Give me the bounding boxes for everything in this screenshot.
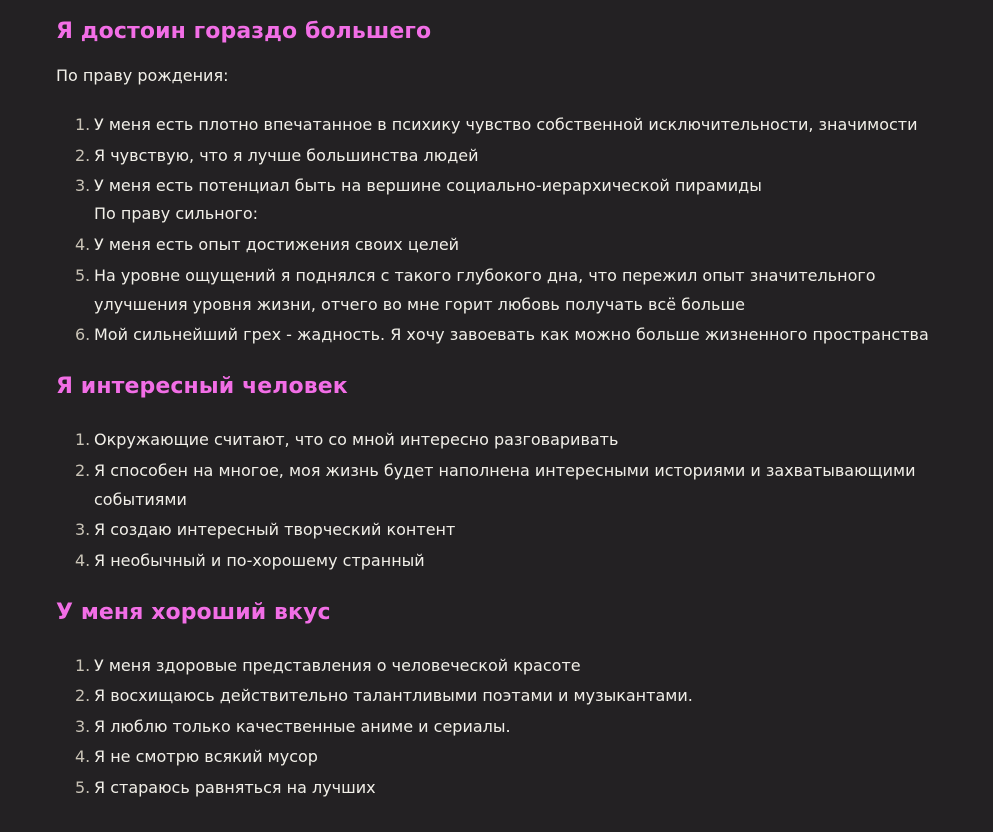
list-number: 6.	[75, 325, 91, 344]
ordered-list	[56, 230, 953, 349]
list-item-text: У меня есть опыт достижения своих целей	[94, 235, 460, 254]
list-item-text: Я стараюсь равняться на лучших	[94, 777, 376, 797]
list-item	[56, 230, 953, 259]
list-number: 3.	[75, 520, 91, 539]
list-item	[56, 320, 953, 349]
list-number: 1.	[75, 430, 91, 449]
list-item-text: Окружающие считают, что со мной интересно разговаривать	[94, 430, 619, 449]
list-item-text: На уровне ощущений я поднялся с такого глубокого дна, что пережил опыт значительного улучшения уровня жизни, отчего во мне горит любовь получать всё больше	[94, 265, 876, 314]
list-number: 1.	[75, 115, 91, 134]
list-item	[56, 425, 953, 454]
list-item-text: Я чувствую, что я лучше большинства людей	[94, 145, 479, 165]
section-heading: У меня хороший вкус	[56, 599, 331, 625]
list-item-text: Я необычный и по-хорошему странный	[94, 550, 425, 570]
list-number: 3.	[75, 716, 91, 736]
list-item	[56, 456, 953, 514]
list-item-text: Мой сильнейший грех - жадность. Я хочу завоевать как можно больше жизненного пространства	[94, 325, 929, 344]
list-number: 2.	[75, 145, 91, 165]
list-item	[56, 171, 953, 200]
list-number: 1.	[75, 655, 91, 675]
list-item-text: У меня есть плотно впечатанное в психику чувство собственной исключительности, значимости	[94, 115, 918, 134]
section-heading: Я интересный человек	[56, 374, 348, 399]
list-item	[56, 515, 953, 544]
section-good-taste	[56, 593, 953, 802]
list-item-text: У меня здоровые представления о человеческой красоте	[94, 655, 581, 675]
section-deserve-more	[56, 12, 953, 349]
list-item	[56, 110, 953, 139]
list-item	[56, 742, 953, 771]
list-number: 4.	[75, 235, 91, 254]
list-item	[56, 261, 953, 319]
list-number: 3.	[75, 176, 91, 195]
list-number: 4.	[75, 747, 91, 766]
section-interesting-person	[56, 367, 953, 575]
list-item	[56, 773, 953, 802]
list-number: 4.	[75, 550, 91, 570]
list-item	[56, 712, 953, 741]
ordered-list	[56, 110, 953, 200]
ordered-list	[56, 651, 953, 802]
list-item	[56, 681, 953, 710]
list-number: 2.	[75, 460, 91, 480]
ordered-list	[56, 425, 953, 575]
section-intro: По праву рождения:	[56, 66, 229, 85]
list-item	[56, 141, 953, 170]
list-item-text: Я восхищаюсь действительно талантливыми поэтами и музыкантами.	[94, 686, 693, 705]
list-item-text: Я способен на многое, моя жизнь будет наполнена интересными историями и захватывающими событиями	[94, 460, 916, 509]
section-heading: Я достоин гораздо большего	[56, 19, 432, 44]
list-item-text: Я создаю интересный творческий контент	[94, 520, 456, 539]
list-item-text: Я люблю только качественные аниме и сериалы.	[94, 716, 511, 736]
list-item-text: У меня есть потенциал быть на вершине социально-иерархической пирамиды	[94, 176, 762, 195]
list-item	[56, 651, 953, 680]
list-item	[56, 546, 953, 575]
list-number: 5.	[75, 777, 91, 797]
list-item-text: Я не смотрю всякий мусор	[94, 747, 318, 766]
list-number: 2.	[75, 686, 91, 705]
list-number: 5.	[75, 265, 91, 285]
list-subheading: По праву сильного:	[94, 204, 258, 223]
